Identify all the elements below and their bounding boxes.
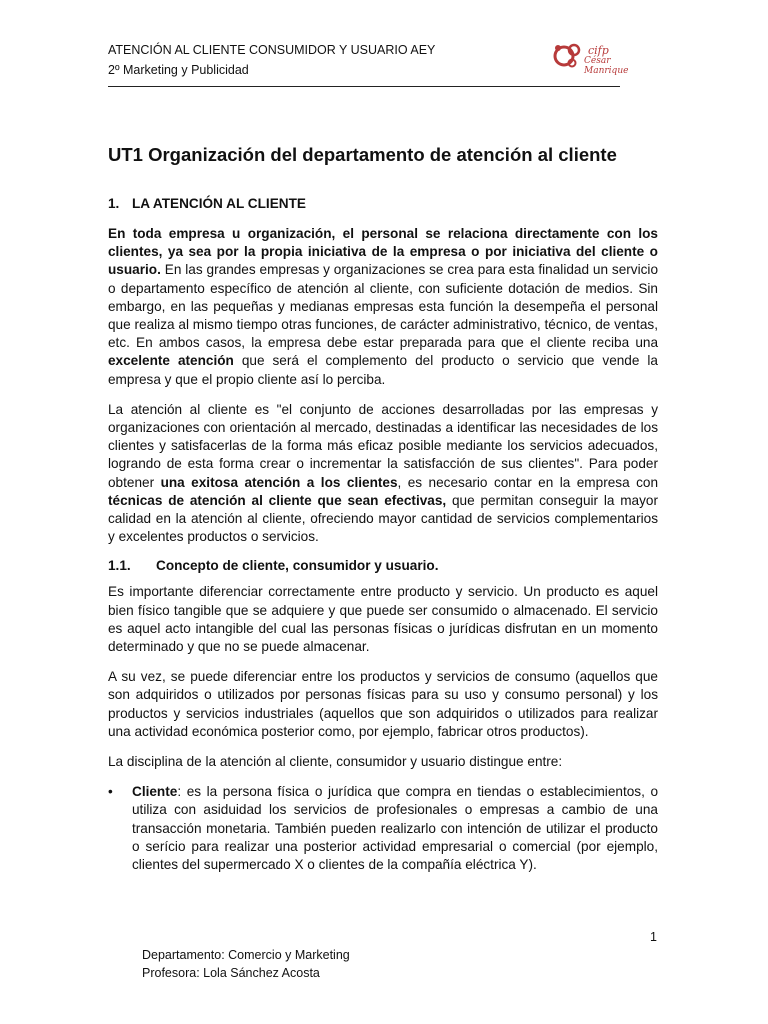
section-number: 1. (108, 196, 120, 211)
page-header (108, 40, 620, 80)
paragraph-1-bold-mid: excelente atención (108, 353, 234, 369)
section-heading-1 (108, 196, 658, 211)
course-subtitle: 2º Marketing y Publicidad (108, 63, 249, 77)
paragraph-1-text-b: que será el complemento del producto o servicio que vende la empresa y que el propio cliente así lo perciba. (108, 353, 658, 387)
footer-teacher: Profesora: Lola Sánchez Acosta (142, 966, 320, 980)
subsection-number: 1.1. (108, 558, 131, 574)
header-rule (108, 86, 620, 87)
subsection-heading-1-1 (108, 558, 658, 573)
logo-text-cifp: cifp (588, 44, 609, 57)
paragraph-5: La disciplina de la atención al cliente, consumidor y usuario distingue entre: (108, 754, 563, 770)
page-number: 1 (650, 930, 657, 944)
list-item-term: Cliente (132, 784, 178, 800)
subsection-title: Concepto de cliente, consumidor y usuario. (156, 558, 439, 574)
paragraph-4: A su vez, se puede diferenciar entre los productos y servicios de consumo (aquellos que son adquiridos o utilizados por personas físicas para su uso y consumo personal) y los productos y servicios industriales (aquellos que son adquiridos o utilizados para realizar una actividad económica posterior como, por ejemplo, fabricar otros productos). (108, 669, 658, 739)
definition-list (108, 783, 658, 874)
paragraph-2-text-a: La atención al cliente es "el conjunto de acciones desarrolladas por las empresas y organizaciones con orientación al mercado, destinadas a identificar las necesidades de los clientes y satisfacerlas de la forma más eficaz posible mediante los servicios adecuados, logrando de esta forma crear o incrementar la satisfacción de sus clientes". Para poder obtener (108, 401, 658, 490)
paragraph-1-bold-lead: En toda empresa u organización, el personal se relaciona directamente con los clientes, ya sea por la propia iniciativa de la empresa o por iniciativa del cliente o usuario. (108, 226, 658, 278)
paragraph-1 (108, 225, 658, 389)
paragraph-2-text-b: , es necesario contar en la empresa con (397, 474, 659, 490)
paragraph-3: Es importante diferenciar correctamente entre producto y servicio. Un producto es aquel bien físico tangible que se adquiere y que puede ser consumido o almacenado. El servicio es aquel acto intangible del cual las personas físicas o jurídicas disfrutan en un momento determinado y que no se puede almacenar. (108, 584, 658, 655)
list-item-text: : es la persona física o jurídica que compra en tiendas o establecimientos, o utiliza con asiduidad los servicios de profesionales o empresas a cambio de una transacción monetaria. También pueden realizarlo con intención de utilizar el producto o serício para realizar una posterior actividad empresarial o comercial (por ejemplo, clientes del supermercado X o clientes de la compañía eléctrica Y). (132, 784, 658, 873)
paragraph-2-bold-b: técnicas de atención al cliente que sean efectivas, (108, 492, 447, 508)
document-title: UT1 Organización del departamento de atención al cliente (108, 144, 617, 165)
bullet-icon: • (108, 784, 113, 800)
page-footer (142, 946, 350, 982)
list-item (108, 783, 658, 874)
school-logo (550, 38, 630, 74)
footer-department: Departamento: Comercio y Marketing (142, 948, 350, 962)
paragraph-1-text-a: En las grandes empresas y organizaciones se crea para esta finalidad un servicio o departamento específico de atención al cliente, con suficiente dotación de medios. Sin embargo, en las pequeñas y medianas empresas esta función la desempeña el personal que realiza al mismo tiempo otras funciones, de carácter administrativo, técnico, de ventas, etc. En ambos casos, la empresa debe estar preparada para que el cliente reciba una (108, 262, 658, 351)
paragraph-2-text-c: que permitan conseguir la mayor calidad en la atención al cliente, ofreciendo mayor cantidad de servicios complementarios y excelentes productos o servicios. (108, 492, 658, 545)
logo-mark-icon (550, 38, 586, 74)
logo-text-name: César Manrique (584, 56, 629, 76)
section-title: LA ATENCIÓN AL CLIENTE (132, 196, 306, 211)
paragraph-2 (108, 401, 658, 547)
document-body (108, 140, 658, 874)
paragraph-2-bold-a: una exitosa atención a los clientes (160, 474, 398, 490)
course-title: ATENCIÓN AL CLIENTE CONSUMIDOR Y USUARIO AEY (108, 43, 436, 57)
